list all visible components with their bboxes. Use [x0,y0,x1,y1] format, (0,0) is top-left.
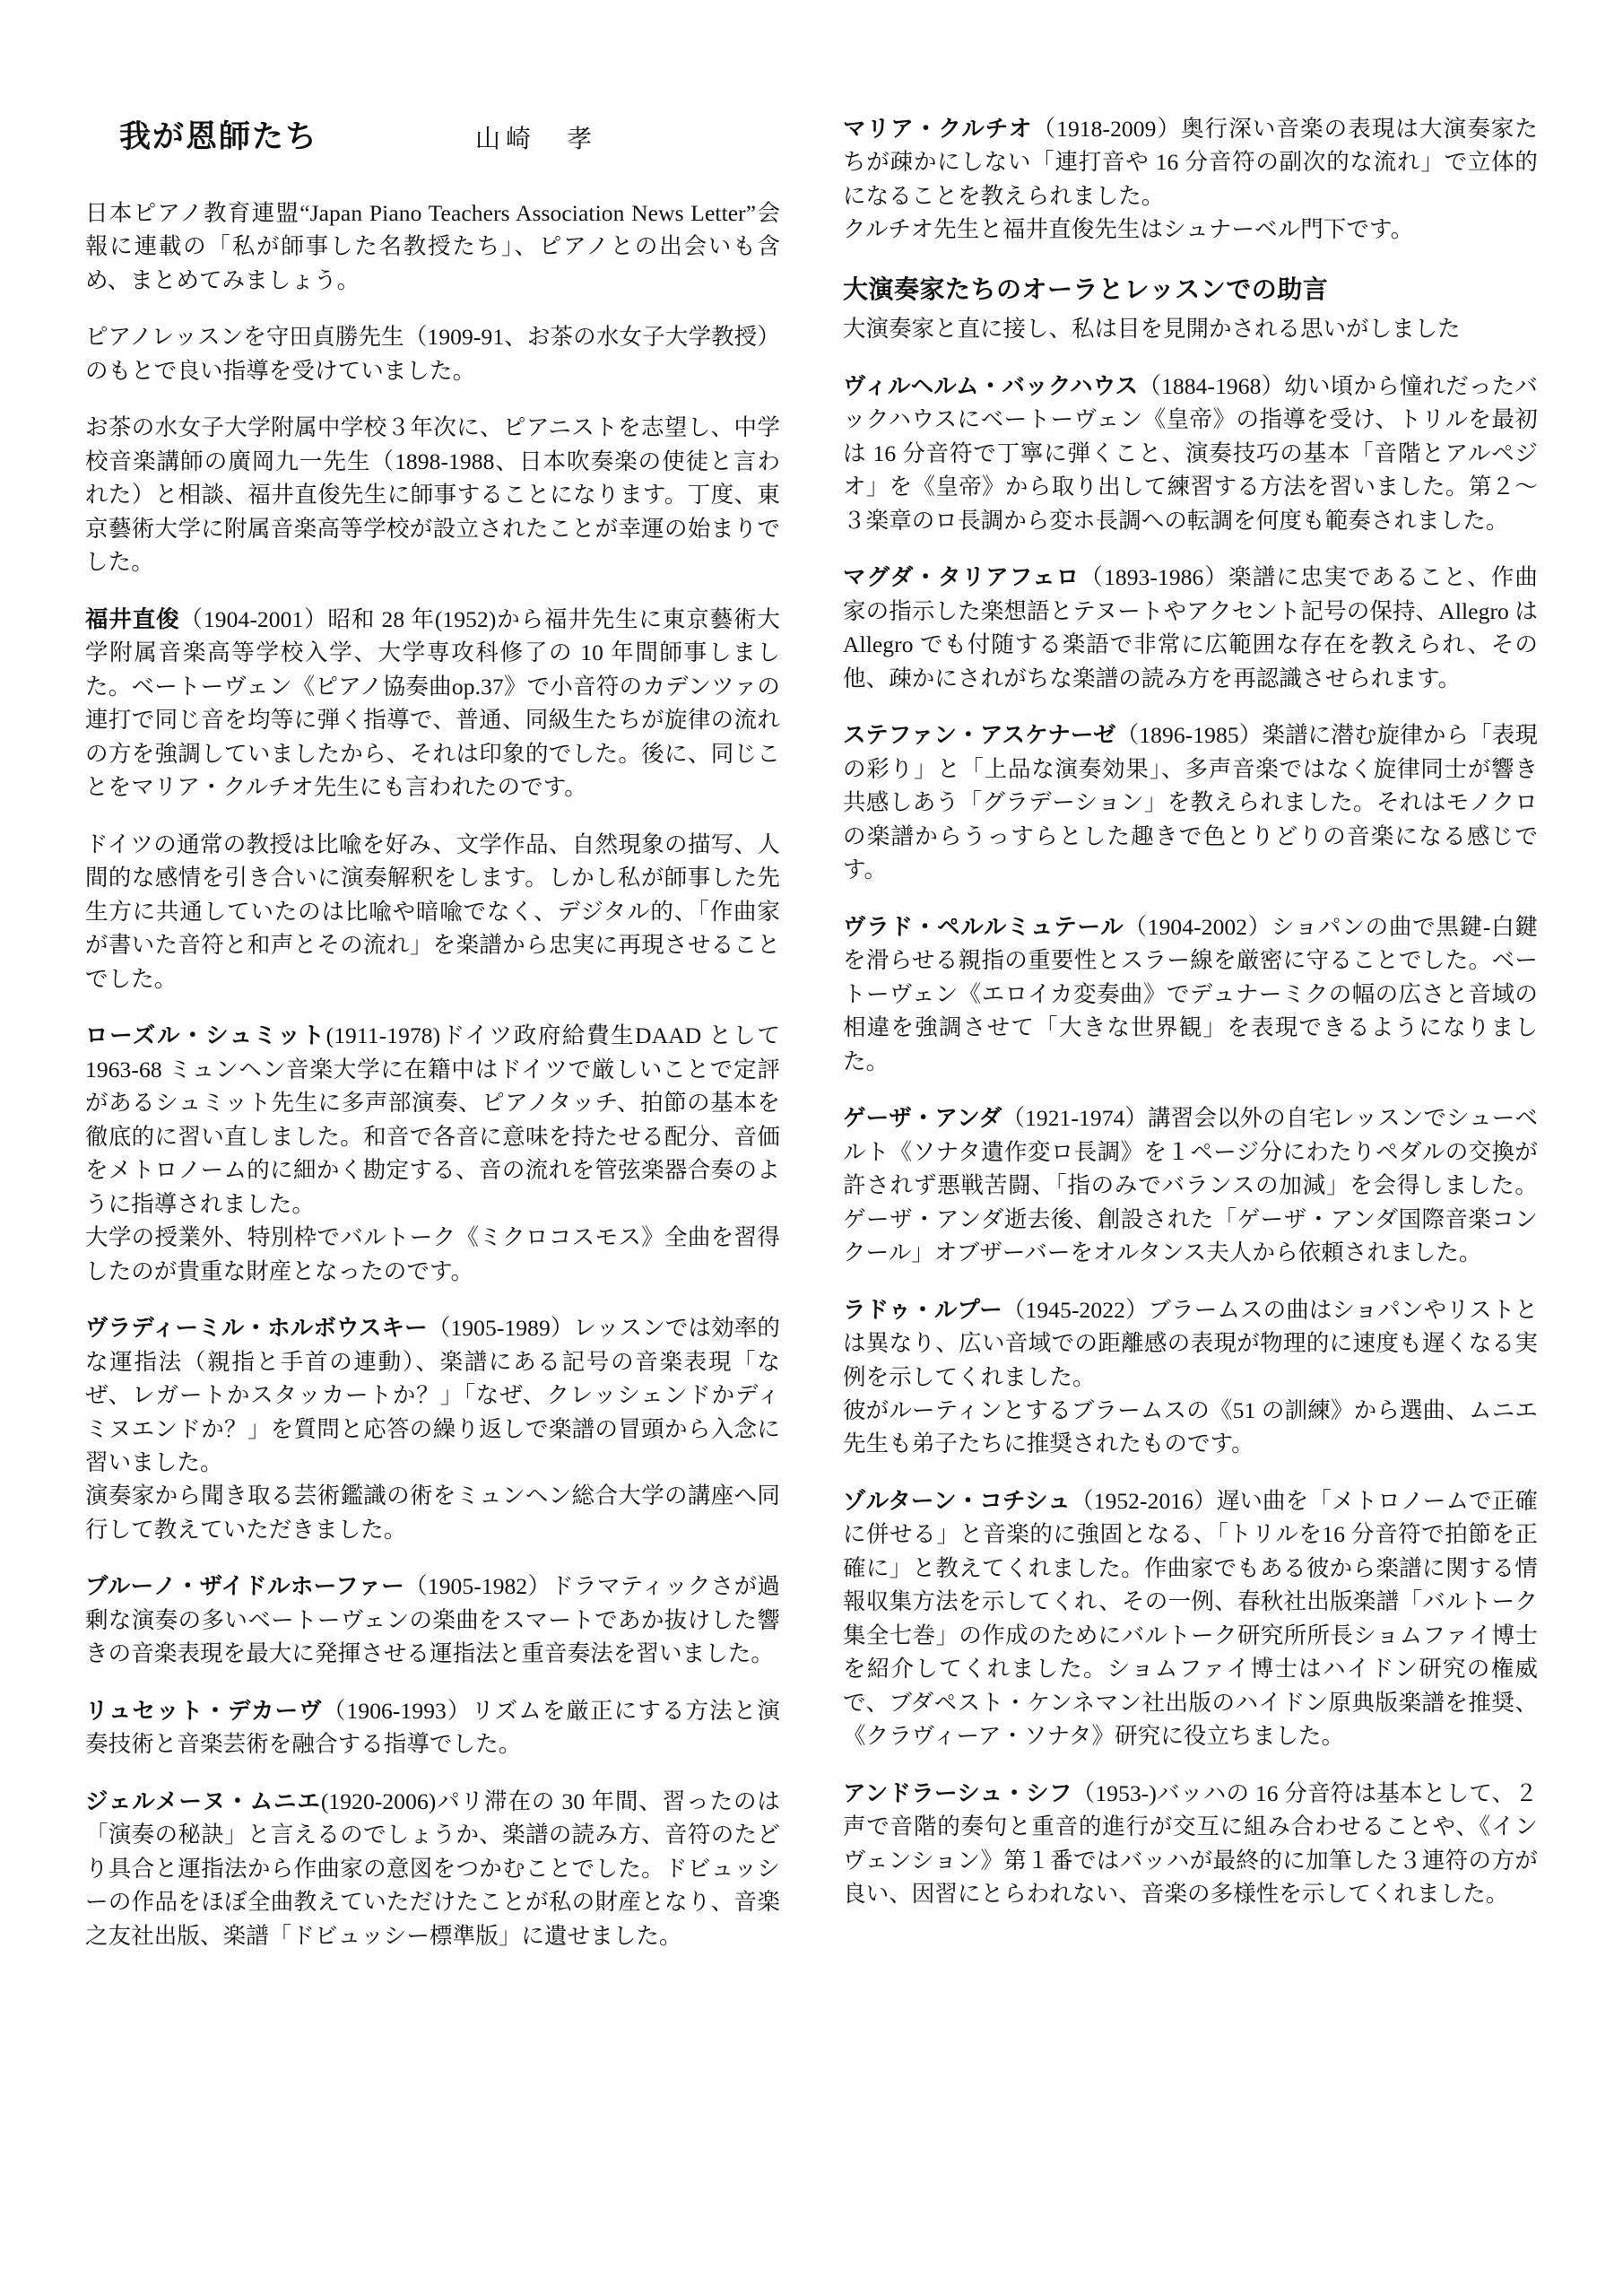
paragraph-lead: ゲーザ・アンダ [843,1105,1002,1132]
paragraph-lead: ステファン・アスケナーゼ [843,722,1116,749]
paragraph-text: 演奏家から聞き取る芸術鑑識の術をミュンヘン総合大学の講座へ同行して教えていただきました。 [85,1483,780,1543]
section-heading: 大演奏家たちのオーラとレッスンでの助言 [843,275,1329,304]
paragraph [85,1785,780,1952]
paragraph-text: ドイツの通常の教授は比喩を好み、文学作品、自然現象の描写、人間的な感情を引き合いに演奏解釈をします。しかし私が師事した先生方に共通していたのは比喩や暗喩でなく、デジタル的、「作曲家が書いた音符と和声とその流れ」を楽譜から忠実に再現させることでした。 [85,831,780,992]
paragraph [843,213,1538,246]
paragraph-lead: ゾルターン・コチシュ [843,1487,1071,1514]
paragraph-text: 彼がルーティンとするブラームスの《51 の訓練》から選曲、ムニエ先生も弟子たちに推奨されたものです。 [843,1396,1538,1457]
paragraph-lead: ラドゥ・ルプー [843,1296,1002,1323]
paragraph-text: （1905-1982）ドラマティックさが過剰な演奏の多いベートーヴェンの楽曲をスマートであか抜けした響きの音楽表現を最大に発揮させる運指法と重音奏法を習いました。 [85,1573,780,1667]
paragraph-lead: ヴラド・ペルルミュテール [843,913,1124,940]
paragraph-lead: ブルーノ・ザイドルホーファー [85,1573,405,1600]
paragraph-text: （1896-1985）楽譜に潜む旋律から「表現の彩り」と「上品な演奏効果」、多声音楽ではなく旋律同士が響き共感しあう「グラデーション」を教えられました。それはモノクロの楽譜からうっすらとした趣きで色とりどりの音楽になる感じです。 [843,722,1539,883]
paragraph [843,910,1538,1078]
paragraph [85,320,780,387]
paragraph-text: （1952-2016）遅い曲を「メトロノームで正確に併せる」と音楽的に強固となる、「トリルを16 分音符で拍節を正確に」と教えてくれました。作曲家でもある彼から楽譜に関する情報収集方法を示してくれ、その一例、春秋社出版楽譜「バルトーク集全七巻」の作成のためにバルトーク研究所所長ショムファイ博士を紹介してくれました。ショムファイ博士はハイドン研究の権威で、ブダペスト・ケンネマン社出版のハイドン原典版楽譜を推奨、《クラヴィーア・ソナタ》研究に役立ちました。 [843,1487,1539,1750]
paragraph [843,718,1538,886]
paragraph-lead: ヴィルヘルム・バックハウス [843,372,1139,399]
paragraph-text: （1906-1993）リズムを厳正にする方法と演奏技術と音楽芸術を融合する指導でした。 [85,1697,780,1758]
author-name: 山崎 孝 [475,126,598,153]
paragraph-text: （1904-2002）ショパンの曲で黒鍵-白鍵を滑らせる親指の重要性とスラー線を厳密に守ることでした。ベートーヴェン《エロイカ変奏曲》でデュナーミクの幅の広さと音域の相違を強調させて「大きな世界観」を表現できるようになりました。 [843,913,1538,1074]
paragraph [85,1019,780,1221]
paragraph-text: （1945-2022）ブラームスの曲はショパンやリストとは異なり、広い音域での距離感の表現が物理的に速度も遅くなる実例を示してくれました。 [843,1296,1538,1390]
paragraph-lead: アンドラーシュ・シフ [843,1779,1072,1806]
paragraph-text: お茶の水女子大学附属中学校３年次に、ピアニストを志望し、中学校音楽講師の廣岡九一先生（1898-1988、日本吹奏楽の使徒と言われた）と相談、福井直俊先生に師事することになります。丁度、東京藝術大学に附属音楽高等学校が設立されたことが幸運の始まりでした。 [85,414,780,576]
paragraph-text: (1920-2006)パリ滞在の 30 年間、習ったのは「演奏の秘訣」と言えるのでしょうか、楽譜の読み方、音符のたどり具合と運指法から作曲家の意図をつかむことでした。ドビュッシーの作品をほぼ全曲教えていただけたことが私の財産となり、音楽之友社出版、楽譜「ドビュッシー標準版」に遺せました。 [85,1787,780,1949]
paragraph [843,1293,1538,1394]
paragraph [85,603,780,804]
paragraph [843,112,1538,213]
paragraph [85,1479,780,1546]
paragraph-text: 大学の授業外、特別枠でバルトーク《ミクロコスモス》全曲を習得したのが貴重な財産となったのです。 [85,1224,780,1284]
two-column-layout [85,112,1538,1976]
paragraph-text: （1921-1974）講習会以外の自宅レッスンでシューベルト《ソナタ遺作変ロ長調》を１ページ分にわたりペダルの交換が許されず悪戦苦闘、「指のみでバランスの加減」を会得しました。ゲーザ・アンダ逝去後、創設された「ゲーザ・アンダ国際音楽コンクール」オブザーバーをオルタンス夫人から依頼されました。 [843,1105,1538,1266]
paragraph-text: （1905-1989）レッスンでは効率的な運指法（親指と手首の連動）、楽譜にある記号の音楽表現「なぜ、レガートかスタッカートか？」「なぜ、クレッシェンドかディミヌエンドか？」を質問と応答の繰り返しで楽譜の冒頭から入念に習いました。 [85,1315,780,1475]
paragraph-text: （1953-)バッハの 16 分音符は基本として、２声で音階的奏句と重音的進行が交互に組み合わせることや、《インヴェンション》第１番ではバッハが最終的に加筆した３連符の方が良い、因習にとらわれない、音楽の多様性を示してくれました。 [843,1779,1538,1908]
paragraph [85,1570,780,1670]
right-column [843,112,1538,1935]
paragraph-text: （1904-2001）昭和 28 年(1952)から福井先生に東京藝術大学附属音楽高等学校入学、大学専攻科修了の 10 年間師事しました。ベートーヴェン《ピアノ協奏曲op.37》で小音符のカデンツァの連打で同じ音を均等に弾く指導で、普通、同級生たちが旋律の流れの方を強調していましたから、それは印象的でした。後に、同じことをマリア・クルチオ先生にも言われたのです。 [85,605,780,801]
left-column [85,112,780,1976]
paragraph-text: （1918-2009）奥行深い音楽の表現は大演奏家たちが疎かにしない「連打音や 16 分音符の副次的な流れ」で立体的になることを教えられました。 [843,116,1539,209]
paragraph [843,370,1538,537]
paragraph-text: （1884-1968）幼い頃から憧れだったバックハウスにベートーヴェン《皇帝》の指導を受け、トリルを最初は 16 分音符で丁寧に弾くこと、演奏技巧の基本「音階とアルペジオ」を《皇帝》から取り出して練習する方法を習いました。第２～３楽章のロ長調から変ホ長調への転調を何度も範奏されました。 [843,372,1538,534]
paragraph-lead: ヴラディーミル・ホルボウスキー [85,1315,428,1342]
paragraph-lead: ジェルメーヌ・ムニエ [85,1787,321,1814]
paragraph [85,1221,780,1288]
paragraph-lead: ローズル・シュミット [85,1022,326,1049]
paragraph [85,1694,780,1761]
paragraph [843,1484,1538,1753]
paragraph-text: (1911-1978)ドイツ政府給費生DAAD として 1963-68 ミュンヘン音楽大学に在籍中はドイツで厳しいことで定評があるシュミット先生に多声部演奏、ピアノタッチ、拍節の基本を徹底的に習い直しました。和音で各音に意味を持たせる配分、音価をメトロノーム的に細かく勘定する、音の流れを管弦楽器合奏のように指導されました。 [85,1022,780,1217]
paragraph [843,1777,1538,1911]
paragraph-lead: リュセット・デカーヴ [85,1697,323,1724]
paragraph-lead: マグダ・タリアフェロ [843,564,1081,591]
paragraph [85,828,780,996]
paragraph-text: （1893-1986）楽譜に忠実であること、作曲家の指示した楽想語とテヌートやアクセント記号の保持、Allegro は Allegro でも付随する楽語で非常に広範囲な存在を教えられ、その他、疎かにされがちな楽譜の読み方を再認識させられます。 [843,564,1538,691]
paragraph-lead: 福井直俊 [85,605,180,632]
title-row [85,112,780,157]
paragraph-text: クルチオ先生と福井直俊先生はシュナーベル門下です。 [843,216,1414,243]
intro-paragraph: 日本ピアノ教育連盟“Japan Piano Teachers Association News Letter”会報に連載の「私が師事した名教授たち」、ピアノとの出会いも含め、まとめてみましょう。 [85,200,780,293]
page-title: 我が恩師たち [119,119,319,154]
paragraph-text: ピアノレッスンを守田貞勝先生（1909-91、お茶の水女子大学教授）のもとで良い指導を受けていました。 [85,324,780,384]
paragraph-lead: マリア・クルチオ [843,116,1033,142]
section-subtitle: 大演奏家と直に接し、私は目を見開かされる思いがしました [843,315,1461,342]
paragraph [843,561,1538,695]
paragraph [843,1394,1538,1461]
paragraph [85,1311,780,1479]
paragraph [843,1101,1538,1269]
paragraph [85,411,780,578]
